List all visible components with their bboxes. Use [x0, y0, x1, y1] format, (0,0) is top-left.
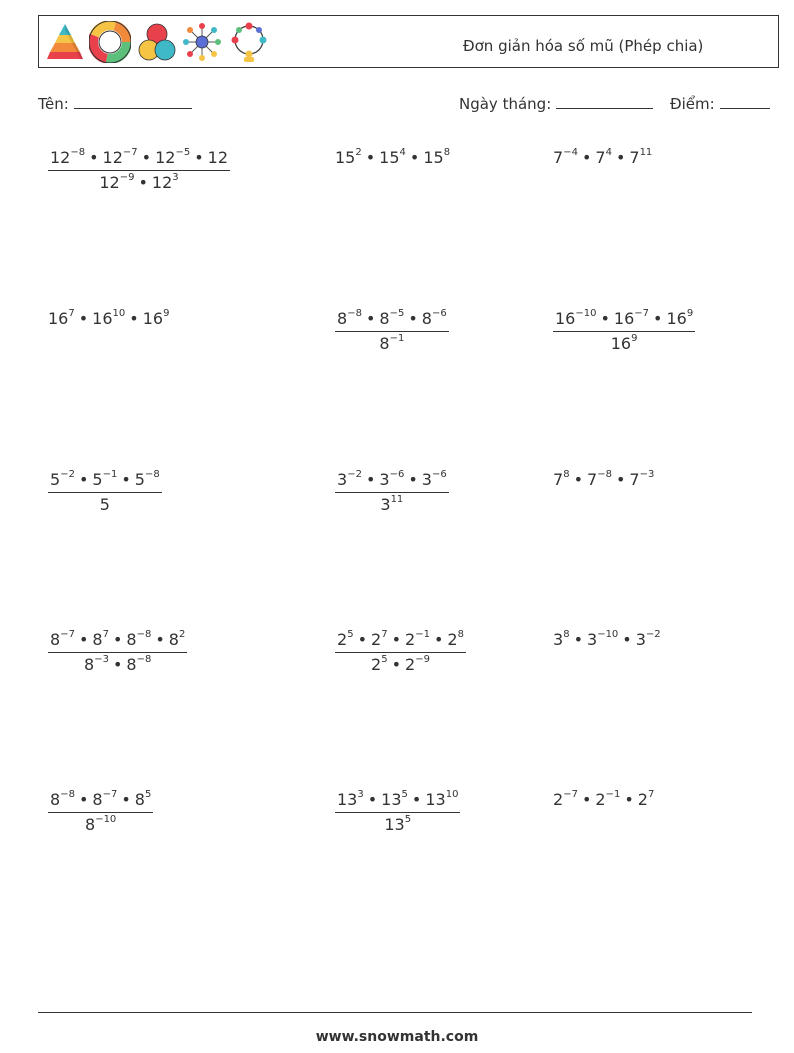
base: 16	[48, 309, 69, 328]
multiply-dot: •	[365, 148, 376, 167]
power-term	[595, 790, 620, 809]
base: 8	[85, 815, 96, 834]
power-term	[638, 790, 655, 809]
exponent: −8	[136, 653, 152, 665]
exponent: −2	[645, 628, 661, 640]
power-term	[553, 470, 570, 489]
exponent: −8	[144, 468, 160, 480]
base: 3	[553, 630, 564, 649]
fraction	[335, 470, 449, 514]
exponent: −8	[347, 307, 362, 319]
base: 12	[155, 148, 176, 167]
numerator	[48, 790, 153, 813]
exponent: 5	[401, 788, 408, 800]
base: 7	[629, 470, 640, 489]
base: 16	[92, 309, 113, 328]
exponent: −5	[389, 307, 405, 319]
exponent: −7	[102, 788, 118, 800]
exponent: −4	[563, 146, 578, 158]
problem-item	[553, 148, 652, 167]
multiply-dot: •	[408, 470, 418, 489]
exponent: −1	[389, 332, 405, 344]
power-term	[169, 630, 186, 649]
exponent: −8	[60, 788, 75, 800]
power-term	[587, 470, 612, 489]
exponent: −6	[431, 468, 447, 480]
exponent: 9	[631, 332, 638, 344]
base: 13	[384, 815, 405, 834]
base: 2	[447, 630, 458, 649]
exponent: −10	[597, 628, 619, 640]
numerator	[553, 309, 695, 332]
base: 8	[168, 630, 179, 649]
power-term	[143, 309, 170, 328]
multiply-dot: •	[155, 630, 165, 649]
base: 2	[371, 655, 382, 674]
power-term	[152, 173, 179, 192]
exponent: −5	[175, 146, 191, 158]
exponent: −1	[415, 628, 430, 640]
base: 8	[421, 309, 432, 328]
base: 2	[405, 655, 416, 674]
power-term	[135, 790, 152, 809]
base: 5	[99, 495, 110, 514]
denominator	[48, 813, 153, 834]
base: 16	[610, 334, 632, 353]
base: 7	[629, 148, 640, 167]
problem-item	[48, 470, 162, 514]
multiply-dot: •	[615, 470, 626, 489]
base: 5	[92, 470, 103, 489]
numerator	[48, 148, 230, 171]
power-term	[380, 495, 403, 514]
base: 16	[142, 309, 164, 328]
multiply-dot: •	[129, 309, 139, 328]
power-term	[85, 815, 116, 834]
exponent: −1	[605, 788, 621, 800]
fraction	[335, 309, 449, 353]
base: 16	[666, 309, 687, 328]
base: 15	[379, 148, 400, 167]
fraction	[48, 148, 230, 192]
multiply-dot: •	[600, 309, 610, 328]
multiply-dot: •	[411, 790, 422, 809]
name-field[interactable]	[38, 95, 192, 113]
base: 8	[379, 309, 390, 328]
exponent: −7	[563, 788, 578, 800]
exponent: 7	[647, 788, 655, 800]
problem-item	[553, 309, 695, 353]
power-term	[553, 148, 578, 167]
numerator	[335, 790, 460, 813]
multiply-dot: •	[581, 790, 592, 809]
multiply-dot: •	[78, 470, 89, 489]
exponent: 2	[355, 146, 362, 158]
power-term	[48, 309, 75, 328]
base: 13	[337, 790, 358, 809]
exponent: 7	[68, 307, 75, 319]
base: 8	[126, 655, 137, 674]
base: 3	[380, 495, 391, 514]
power-term	[99, 173, 134, 192]
exponent: −2	[60, 468, 75, 480]
exponent: −9	[415, 653, 430, 665]
base: 12	[99, 173, 120, 192]
multiply-dot: •	[365, 309, 376, 328]
power-term	[126, 655, 151, 674]
multiply-dot: •	[573, 470, 583, 489]
multiply-dot: •	[121, 470, 131, 489]
score-field[interactable]	[670, 95, 770, 113]
logo-strip	[45, 21, 265, 63]
numerator	[335, 470, 449, 493]
multiply-dot: •	[573, 630, 583, 649]
power-term	[379, 470, 404, 489]
exponent: −8	[597, 468, 612, 480]
exponent: −3	[639, 468, 655, 480]
exponent: 5	[381, 653, 388, 665]
base: 12	[102, 148, 123, 167]
power-term	[405, 630, 430, 649]
base: 8	[92, 630, 103, 649]
base: 8	[337, 309, 348, 328]
base: 13	[381, 790, 402, 809]
worksheet-title: Đơn giản hóa số mũ (Phép chia)	[463, 37, 704, 55]
power-term	[447, 630, 464, 649]
problem-item	[335, 470, 449, 514]
power-term	[379, 148, 406, 167]
numerator	[335, 309, 449, 332]
base: 15	[423, 148, 444, 167]
multiply-dot: •	[615, 148, 626, 167]
base: 8	[126, 630, 137, 649]
power-term	[50, 148, 85, 167]
exponent: 9	[686, 307, 694, 319]
base: 12	[50, 148, 71, 167]
exponent: 5	[347, 628, 354, 640]
problem-item	[335, 790, 460, 834]
header-box	[38, 15, 779, 68]
exponent: 4	[605, 146, 612, 158]
exponent: 5	[404, 813, 412, 825]
base: 15	[335, 148, 356, 167]
power-term	[587, 630, 618, 649]
venn-circles-icon	[137, 21, 177, 63]
base: 5	[134, 470, 145, 489]
denominator	[335, 332, 449, 353]
power-term	[92, 309, 125, 328]
exponent: 8	[563, 468, 570, 480]
multiply-dot: •	[121, 790, 131, 809]
exponent: −6	[389, 468, 405, 480]
multiply-dot: •	[391, 655, 401, 674]
base: 2	[637, 790, 648, 809]
problem-item	[553, 790, 654, 809]
base: 8	[84, 655, 95, 674]
multiply-dot: •	[433, 630, 444, 649]
problem-item	[335, 148, 450, 167]
base: 12	[207, 148, 228, 167]
denominator	[48, 493, 162, 514]
power-term	[422, 470, 447, 489]
denominator	[48, 653, 187, 674]
multiply-dot: •	[653, 309, 663, 328]
fraction	[553, 309, 695, 353]
base: 3	[379, 470, 390, 489]
exponent: 10	[445, 788, 459, 800]
multiply-dot: •	[112, 655, 123, 674]
exponent: −8	[136, 628, 152, 640]
multiply-dot: •	[408, 309, 418, 328]
base: 8	[50, 630, 61, 649]
exponent: 8	[563, 628, 570, 640]
exponent: 10	[112, 307, 126, 319]
denominator	[48, 171, 230, 192]
base: 13	[425, 790, 446, 809]
fraction	[48, 630, 187, 674]
power-term	[384, 815, 411, 834]
power-term	[50, 630, 75, 649]
multiply-dot: •	[409, 148, 420, 167]
exponent: 5	[144, 788, 152, 800]
power-term	[379, 334, 404, 353]
power-term	[371, 630, 388, 649]
base: 16	[613, 309, 635, 328]
multiply-dot: •	[78, 630, 89, 649]
power-term	[553, 630, 570, 649]
base: 2	[371, 630, 382, 649]
power-term	[553, 790, 578, 809]
base: 12	[151, 173, 173, 192]
base: 2	[595, 790, 606, 809]
exponent: 9	[163, 307, 170, 319]
power-term	[100, 495, 110, 514]
exponent: 4	[399, 146, 406, 158]
multiply-dot: •	[622, 630, 632, 649]
power-term	[92, 790, 117, 809]
power-term	[337, 309, 362, 328]
base: 2	[337, 630, 348, 649]
base: 3	[421, 470, 432, 489]
footer-site: www.snowmath.com	[315, 1029, 479, 1045]
pyramid-chart-icon	[45, 21, 85, 63]
problem-item	[335, 309, 449, 353]
power-term	[423, 148, 450, 167]
exponent: 2	[178, 628, 186, 640]
problem-item	[335, 630, 466, 674]
denominator	[335, 653, 466, 674]
base: 2	[405, 630, 416, 649]
base: 7	[553, 148, 564, 167]
multiply-dot: •	[391, 630, 401, 649]
power-term	[103, 148, 138, 167]
multiply-dot: •	[78, 309, 89, 328]
power-term	[50, 790, 75, 809]
multiply-dot: •	[624, 790, 634, 809]
power-term	[155, 148, 190, 167]
name-label: Tên:	[38, 95, 69, 113]
exponent: 7	[381, 628, 388, 640]
base: 8	[50, 790, 61, 809]
exponent: −7	[60, 628, 75, 640]
base: 16	[555, 309, 576, 328]
power-term	[379, 309, 404, 328]
multiply-dot: •	[365, 470, 376, 489]
numerator	[335, 630, 466, 653]
base: 7	[553, 470, 564, 489]
power-term	[425, 790, 458, 809]
base: 2	[553, 790, 564, 809]
exponent: 8	[457, 628, 464, 640]
hub-network-icon	[181, 21, 223, 63]
base: 3	[337, 470, 348, 489]
power-term	[50, 470, 75, 489]
problem-item	[48, 790, 153, 834]
date-label: Ngày tháng:	[459, 95, 552, 113]
base: 8	[134, 790, 145, 809]
multiply-dot: •	[141, 148, 152, 167]
fraction	[335, 630, 466, 674]
power-term	[84, 655, 109, 674]
problem-item	[553, 630, 661, 649]
problem-item	[553, 470, 654, 489]
power-term	[126, 630, 151, 649]
exponent: −7	[634, 307, 650, 319]
multiply-dot: •	[194, 148, 204, 167]
power-term	[135, 470, 160, 489]
exponent: −7	[122, 146, 138, 158]
exponent: −6	[431, 307, 447, 319]
power-term	[381, 790, 408, 809]
power-term	[337, 470, 362, 489]
numerator	[48, 630, 187, 653]
score-blank[interactable]	[720, 95, 770, 109]
multiply-dot: •	[367, 790, 378, 809]
date-blank[interactable]	[556, 95, 653, 109]
power-term	[92, 470, 117, 489]
problem-item	[48, 630, 187, 674]
multiply-dot: •	[78, 790, 89, 809]
denominator	[553, 332, 695, 353]
power-term	[614, 309, 649, 328]
multiply-dot: •	[357, 630, 367, 649]
exponent: 11	[639, 146, 653, 158]
footer-divider	[38, 1012, 752, 1013]
fraction	[48, 790, 153, 834]
base: 8	[92, 790, 103, 809]
base: 7	[587, 470, 598, 489]
exponent: −10	[575, 307, 597, 319]
donut-chart-icon	[89, 21, 131, 63]
exponent: 8	[443, 146, 451, 158]
score-label: Điểm:	[670, 95, 715, 113]
power-term	[337, 790, 364, 809]
exponent: 3	[357, 788, 364, 800]
power-term	[636, 630, 661, 649]
problem-item	[48, 148, 230, 192]
cycle-people-icon	[227, 21, 271, 63]
exponent: −1	[102, 468, 118, 480]
base: 5	[50, 470, 61, 489]
exponent: −2	[347, 468, 362, 480]
power-term	[405, 655, 430, 674]
power-term	[611, 334, 638, 353]
problem-item	[48, 309, 169, 328]
exponent: 3	[172, 171, 179, 183]
fraction	[335, 790, 460, 834]
date-field[interactable]	[459, 95, 653, 113]
exponent: −10	[95, 813, 117, 825]
power-term	[595, 148, 612, 167]
multiply-dot: •	[138, 173, 148, 192]
base: 3	[635, 630, 646, 649]
power-term	[92, 630, 109, 649]
power-term	[555, 309, 596, 328]
multiply-dot: •	[581, 148, 592, 167]
numerator	[48, 470, 162, 493]
power-term	[422, 309, 447, 328]
power-term	[208, 148, 228, 167]
exponent: 7	[102, 628, 109, 640]
power-term	[371, 655, 388, 674]
multiply-dot: •	[89, 148, 99, 167]
exponent: −9	[119, 171, 135, 183]
base: 8	[379, 334, 390, 353]
fraction	[48, 470, 162, 514]
power-term	[629, 148, 652, 167]
base: 7	[595, 148, 606, 167]
multiply-dot: •	[112, 630, 123, 649]
power-term	[666, 309, 693, 328]
name-blank[interactable]	[74, 95, 192, 109]
power-term	[335, 148, 362, 167]
exponent: −8	[70, 146, 86, 158]
base: 3	[587, 630, 598, 649]
exponent: −3	[94, 653, 109, 665]
power-term	[629, 470, 654, 489]
power-term	[337, 630, 354, 649]
exponent: 11	[390, 493, 404, 505]
denominator	[335, 813, 460, 834]
denominator	[335, 493, 449, 514]
